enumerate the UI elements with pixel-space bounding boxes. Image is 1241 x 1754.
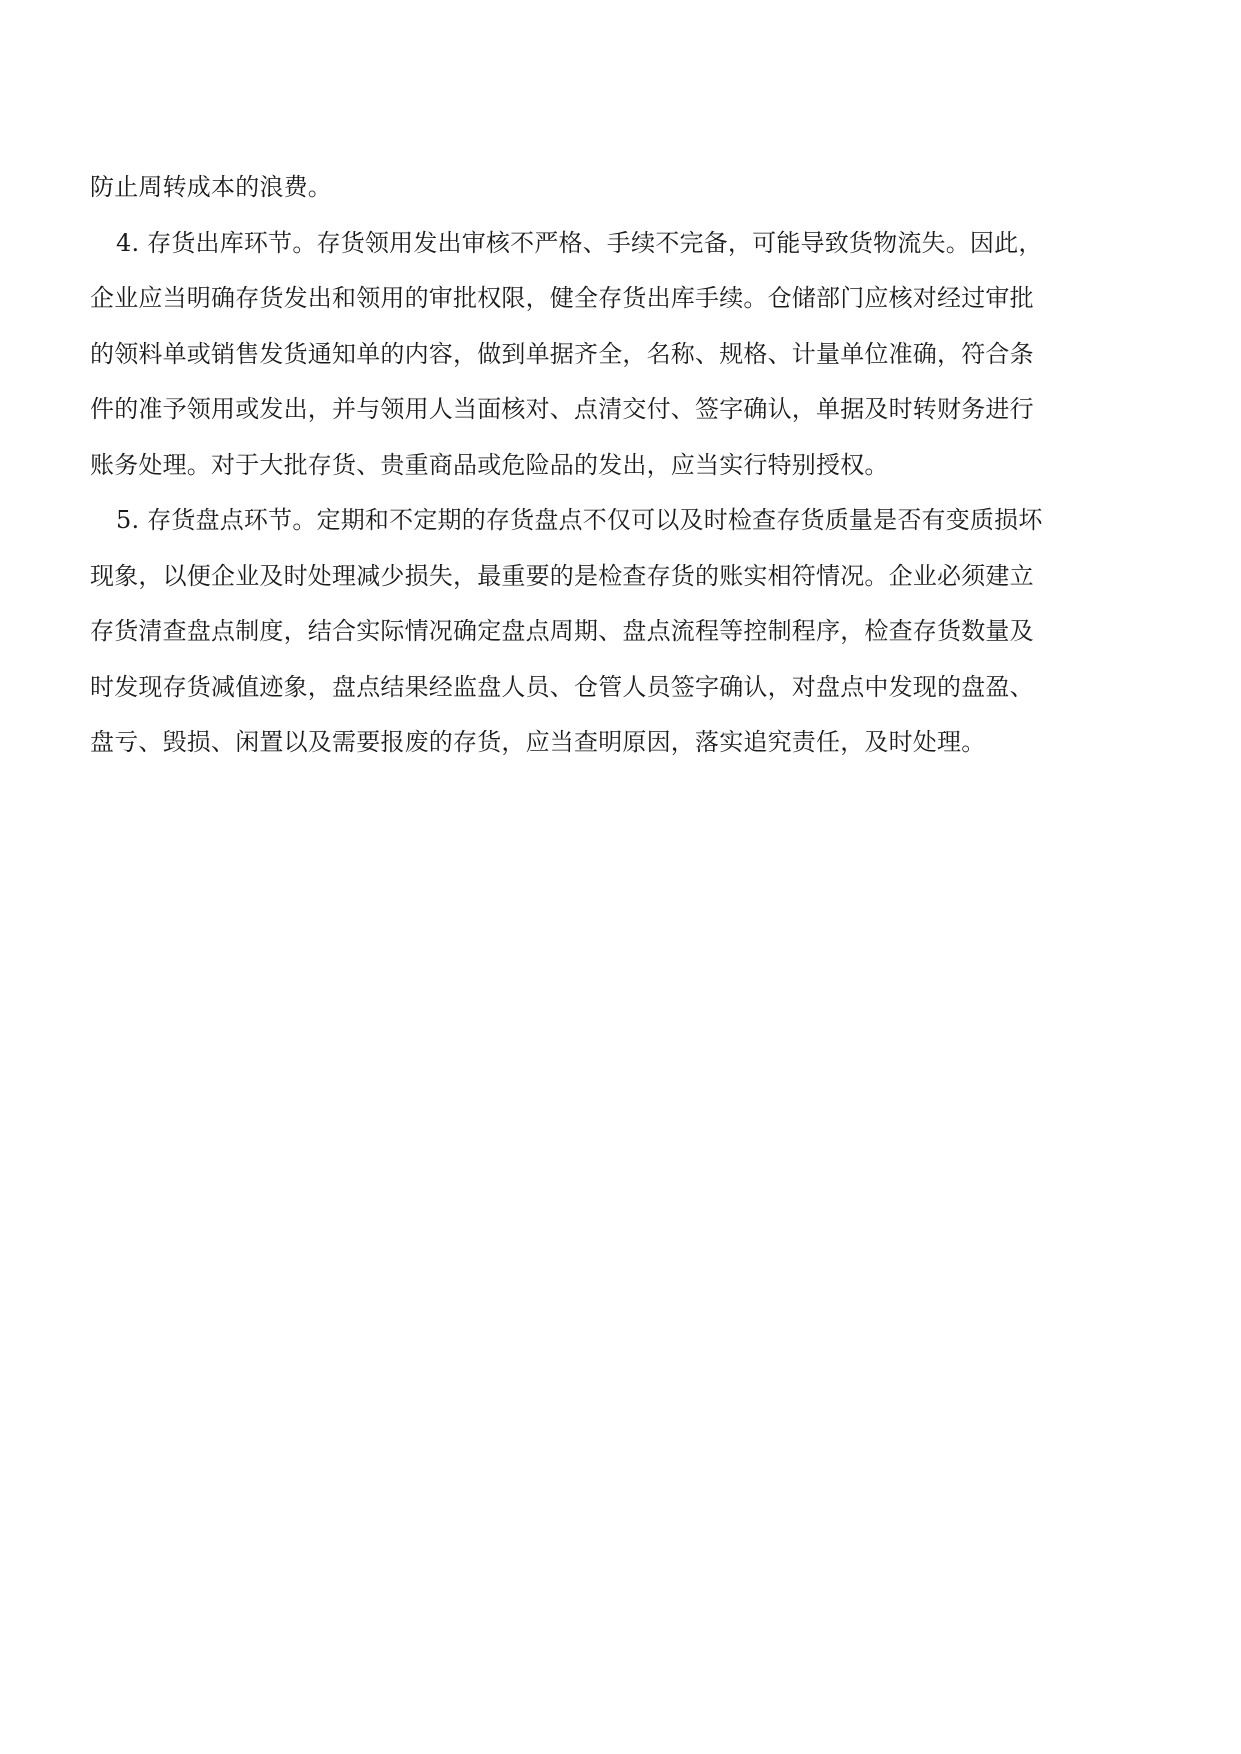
text-line: 件的准予领用或发出，并与领用人当面核对、点清交付、签字确认，单据及时转财务进行 (90, 395, 1034, 423)
text-line: 企业应当明确存货发出和领用的审批权限，健全存货出库手续。仓储部门应核对经过审批 (90, 284, 1034, 312)
text-line: 的领料单或销售发货通知单的内容，做到单据齐全，名称、规格、计量单位准确，符合条 (90, 339, 1034, 368)
text-line: 现象，以便企业及时处理减少损失，最重要的是检查存货的账实相符情况。企业必须建立 (90, 561, 1034, 590)
text-line: 时发现存货减值迹象，盘点结果经监盘人员、仓管人员签字确认，对盘点中发现的盘盈、 (90, 672, 1034, 701)
paragraph-item-5 (90, 493, 1150, 771)
paragraph-continuation (90, 160, 1150, 216)
text-line: 防止周转成本的浪费。 (90, 173, 332, 201)
text-line: 5. 存货盘点环节。定期和不定期的存货盘点不仅可以及时检查存货质量是否有变质损坏 (116, 506, 1043, 534)
text-line: 盘亏、毁损、闲置以及需要报废的存货，应当查明原因，落实追究责任，及时处理。 (90, 728, 986, 756)
paragraph-item-4 (90, 216, 1150, 494)
text-line: 存货清查盘点制度，结合实际情况确定盘点周期、盘点流程等控制程序，检查存货数量及 (90, 617, 1034, 645)
text-line: 账务处理。对于大批存货、贵重商品或危险品的发出，应当实行特别授权。 (90, 450, 889, 479)
document-body (90, 160, 1150, 771)
text-line: 4. 存货出库环节。存货领用发出审核不严格、手续不完备，可能导致货物流失。因此， (116, 228, 1043, 257)
